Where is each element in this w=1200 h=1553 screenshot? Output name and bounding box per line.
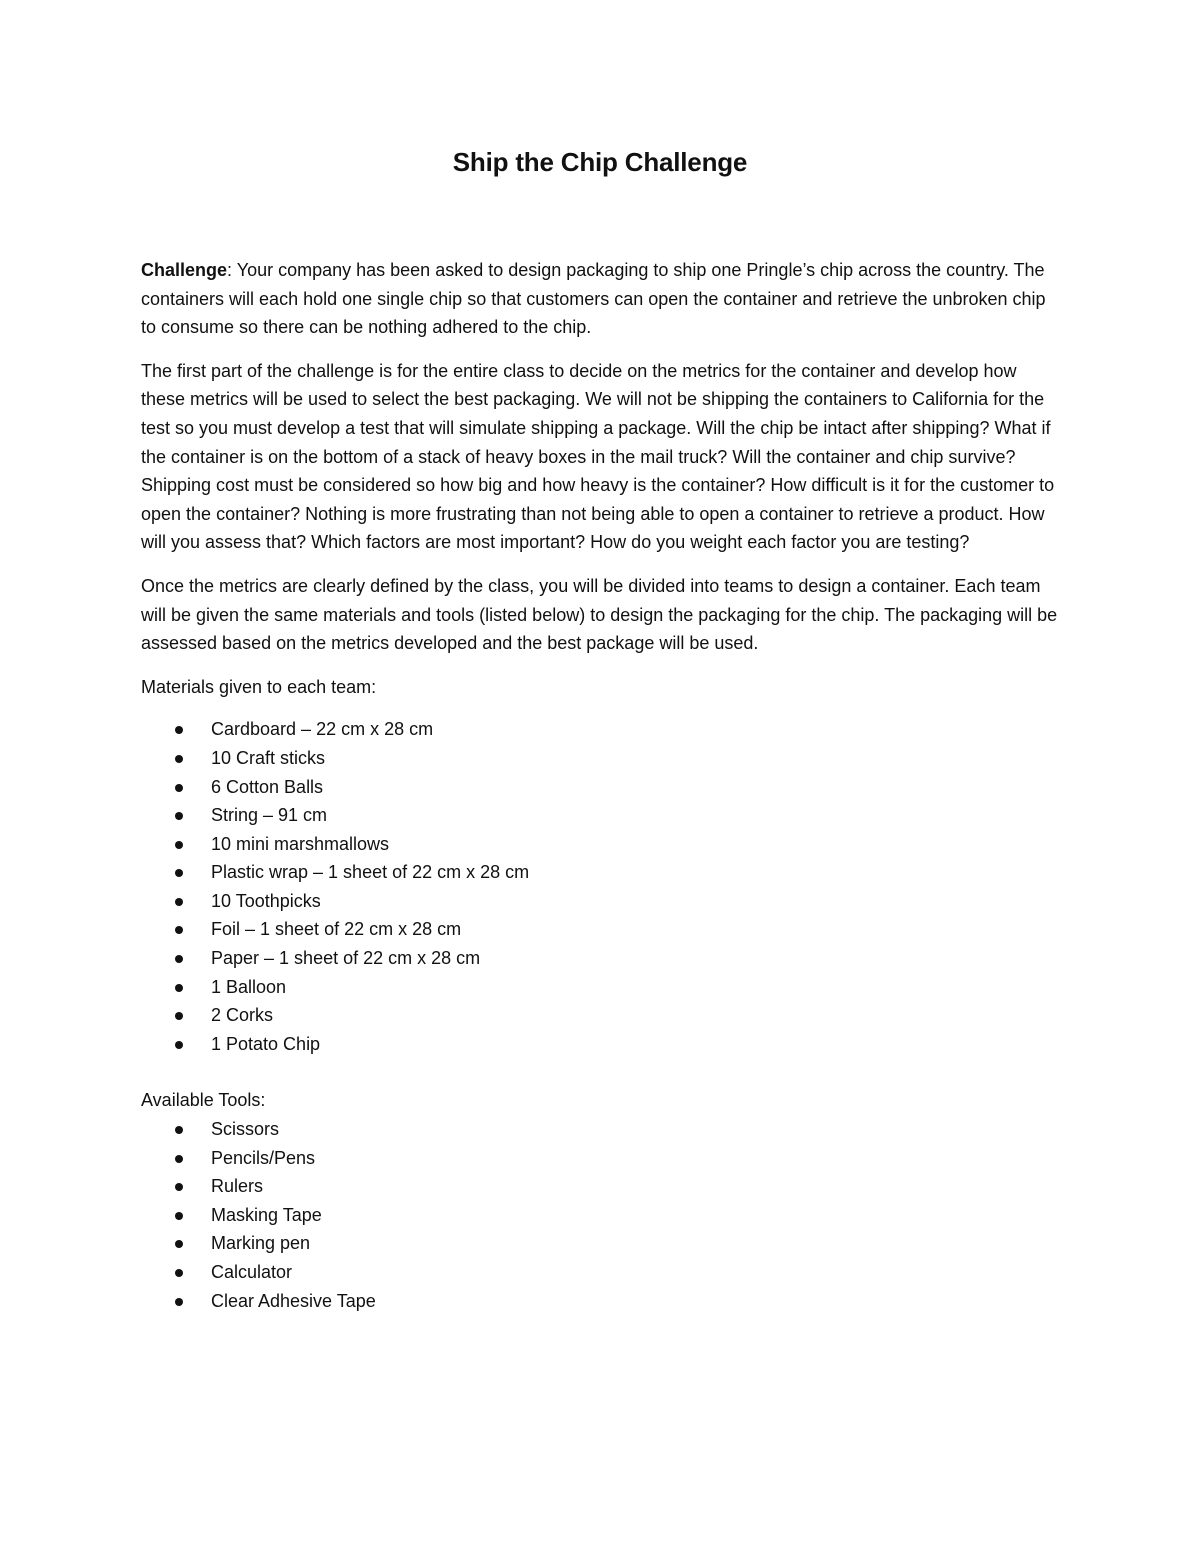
tools-heading: Available Tools: xyxy=(141,1090,266,1111)
material-text: Foil – 1 sheet of 22 cm x 28 cm xyxy=(211,919,462,940)
materials-list-item xyxy=(141,830,1061,859)
tools-list-item xyxy=(141,1172,1061,1201)
material-text: 1 Balloon xyxy=(211,976,287,997)
document-title: Ship the Chip Challenge xyxy=(452,147,748,177)
bullet-icon xyxy=(175,1212,183,1220)
bullet-icon xyxy=(175,1183,183,1191)
materials-list-item xyxy=(141,715,1061,744)
material-text: Plastic wrap – 1 sheet of 22 cm x 28 cm xyxy=(211,862,530,883)
bullet-icon xyxy=(175,812,183,820)
tool-text: Rulers xyxy=(211,1176,264,1197)
challenge-paragraph xyxy=(141,256,1061,342)
materials-list-item xyxy=(141,1030,1061,1059)
bullet-icon xyxy=(175,869,183,877)
material-text: String – 91 cm xyxy=(211,805,328,826)
challenge-label-colon: : xyxy=(227,260,233,280)
bullet-icon xyxy=(175,1240,183,1248)
bullet-icon xyxy=(175,1298,183,1306)
bullet-icon xyxy=(175,1126,183,1134)
material-text: Cardboard – 22 cm x 28 cm xyxy=(211,719,434,740)
challenge-text: Your company has been asked to design packaging to ship one Pringle’s chip across the country. The containers will each hold one single chip so that customers can open the container and retrieve the unbroken chip to consume so there can be nothing adhered to the chip. xyxy=(141,260,1046,338)
material-text: Paper – 1 sheet of 22 cm x 28 cm xyxy=(211,948,481,969)
material-text: 2 Corks xyxy=(211,1005,274,1026)
materials-list-item xyxy=(141,887,1061,916)
materials-list-item xyxy=(141,1001,1061,1030)
materials-list-item xyxy=(141,915,1061,944)
bullet-icon xyxy=(175,1269,183,1277)
materials-list-item xyxy=(141,744,1061,773)
materials-list-item xyxy=(141,773,1061,802)
material-text: 10 Craft sticks xyxy=(211,747,326,768)
materials-list-item xyxy=(141,801,1061,830)
bullet-icon xyxy=(175,1012,183,1020)
tool-text: Pencils/Pens xyxy=(211,1147,316,1168)
tools-list-item xyxy=(141,1258,1061,1287)
bullet-icon xyxy=(175,926,183,934)
tool-text: Masking Tape xyxy=(211,1204,322,1225)
bullet-icon xyxy=(175,784,183,792)
bullet-icon xyxy=(175,984,183,992)
tools-list-item xyxy=(141,1229,1061,1258)
materials-list-item xyxy=(141,944,1061,973)
material-text: 1 Potato Chip xyxy=(211,1033,321,1054)
tools-list-item xyxy=(141,1201,1061,1230)
bullet-icon xyxy=(175,726,183,734)
bullet-icon xyxy=(175,1041,183,1049)
tools-list-item xyxy=(141,1287,1061,1316)
tool-text: Marking pen xyxy=(211,1233,311,1254)
tool-text: Clear Adhesive Tape xyxy=(211,1290,376,1311)
teams-paragraph: Once the metrics are clearly defined by the class, you will be divided into teams to design a container. Each team will be given the same materials and tools (listed below) to design the packaging for the chip. The packaging will be assessed based on the metrics developed and the best package will be used. xyxy=(141,575,1058,654)
materials-list-item xyxy=(141,973,1061,1002)
tools-list xyxy=(141,1115,1061,1315)
bullet-icon xyxy=(175,955,183,963)
material-text: 6 Cotton Balls xyxy=(211,776,324,797)
tool-text: Calculator xyxy=(211,1262,293,1282)
materials-heading: Materials given to each team: xyxy=(141,676,377,697)
tools-list-item xyxy=(141,1144,1061,1173)
materials-list xyxy=(141,715,1061,1058)
tools-list-item xyxy=(141,1115,1061,1144)
challenge-label: Challenge xyxy=(141,260,228,280)
tool-text: Scissors xyxy=(211,1119,280,1140)
bullet-icon xyxy=(175,841,183,849)
document-body xyxy=(141,256,1061,1315)
bullet-icon xyxy=(175,755,183,763)
materials-list-item xyxy=(141,858,1061,887)
bullet-icon xyxy=(175,1155,183,1163)
bullet-icon xyxy=(175,898,183,906)
material-text: 10 mini marshmallows xyxy=(211,833,390,854)
material-text: 10 Toothpicks xyxy=(211,890,321,911)
metrics-paragraph: The first part of the challenge is for the entire class to decide on the metrics for the container and develop how these metrics will be used to select the best packaging. We will not be shipping the containers to California for the test so you must develop a test that will simulate shipping a package. Will the chip be intact after shipping? What if the container is on the bottom of a stack of heavy boxes in the mail truck? Will the container and chip survive? Shipping cost must be considered so how big and how heavy is the container? How difficult is it for the customer to open the container? Nothing is more frustrating than not being able to open a container to retrieve a product. How will you assess that? Which factors are most important? How do you weight each factor you are testing? xyxy=(141,360,1055,553)
